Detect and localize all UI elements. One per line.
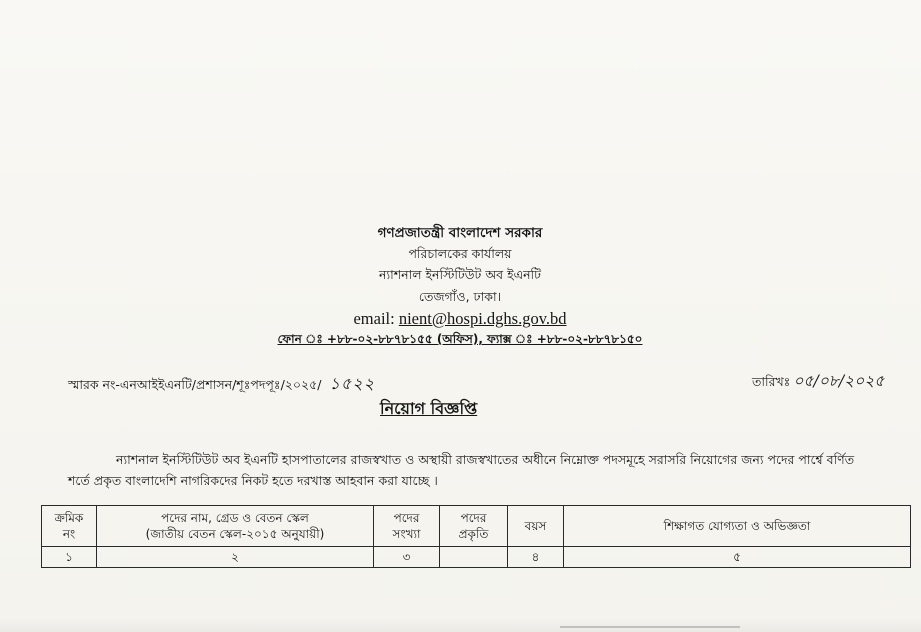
- page-bottom-shadow: [0, 618, 921, 632]
- header-age: বয়স: [508, 506, 564, 547]
- memo-handwritten-number: ১৫২২: [329, 374, 376, 393]
- header-post-name: [97, 506, 374, 547]
- office-name: পরিচালকের কার্যালয়: [408, 246, 512, 261]
- government-title: গণপ্রজাতন্ত্রী বাংলাদেশ সরকার: [377, 225, 543, 241]
- header-post-line1: পদের নাম, গ্রেড ও বেতন স্কেল: [161, 511, 309, 525]
- email-link[interactable]: nient@hospi.dghs.gov.bd: [398, 309, 567, 328]
- notice-title: নিয়োগ বিজ্ঞপ্তি: [380, 399, 478, 418]
- header-serial-line2: নং: [62, 527, 76, 541]
- numbering-cell: ২: [97, 547, 374, 568]
- header-count-line2: সংখ্যা: [392, 527, 421, 541]
- institute-address: তেজগাঁও, ঢাকা।: [418, 289, 502, 304]
- header-serial: [42, 506, 97, 547]
- email-label: email:: [353, 309, 399, 328]
- date-handwritten-value: ০৫/০৮/২০২৫: [793, 372, 885, 390]
- numbering-cell: [440, 547, 508, 568]
- numbering-cell: ১: [42, 547, 97, 568]
- header-post-count: [374, 506, 440, 547]
- notice-body: ন্যাশনাল ইনস্টিটিউট অব ইএনটি হাসপাতালের রাজস্বখাত ও অস্থায়ী রাজস্বখাতের অধীনে নিম্নোক্ত পদসমূহে সরাসরি নিয়োগের জন্য পদের পার্শ্বে বর্ণিত শর্তে প্রকৃত বাংলাদেশি নাগরিকদের নিকট হতে দরখাস্ত আহবান করা যাচ্ছে ।: [68, 452, 855, 488]
- header-count-line1: পদের: [393, 511, 420, 525]
- header-nature-line2: প্রকৃতি: [458, 527, 489, 541]
- numbering-cell: ৫: [564, 547, 911, 568]
- email-line: [260, 309, 660, 329]
- table-numbering-row: [42, 547, 911, 568]
- table-header-row: [42, 506, 911, 547]
- numbering-cell: ৪: [508, 547, 564, 568]
- phone-fax-line: ফোন ঃ +৮৮-০২-৮৮৭৮১৫৫ (অফিস), ফ্যাক্স ঃ +৮৮-০২-৮৮৭৮১৫০: [277, 332, 643, 346]
- header-serial-line1: ক্রমিক: [54, 511, 84, 525]
- header-post-line2: (জাতীয় বেতন স্কেল-২০১৫ অনুযায়ী): [145, 527, 325, 541]
- date-label: তারিখঃ: [752, 374, 791, 389]
- header-post-nature: [440, 506, 508, 547]
- memo-number: [68, 371, 375, 398]
- memo-label: স্মারক নং-এনআইইএনটি/প্রশাসন/শূঃপদপূঃ/২০২৫/: [68, 377, 322, 392]
- numbering-cell: ৩: [374, 547, 440, 568]
- header-qualification: শিক্ষাগত যোগ্যতা ও অভিজ্ঞতা: [564, 506, 911, 547]
- bleed-through-line: [560, 626, 740, 628]
- posts-table: [41, 505, 911, 568]
- notice-date: [752, 369, 884, 395]
- header-nature-line1: পদের: [460, 511, 487, 525]
- institute-name: ন্যাশনাল ইনস্টিটিউট অব ইএনটি: [379, 267, 541, 282]
